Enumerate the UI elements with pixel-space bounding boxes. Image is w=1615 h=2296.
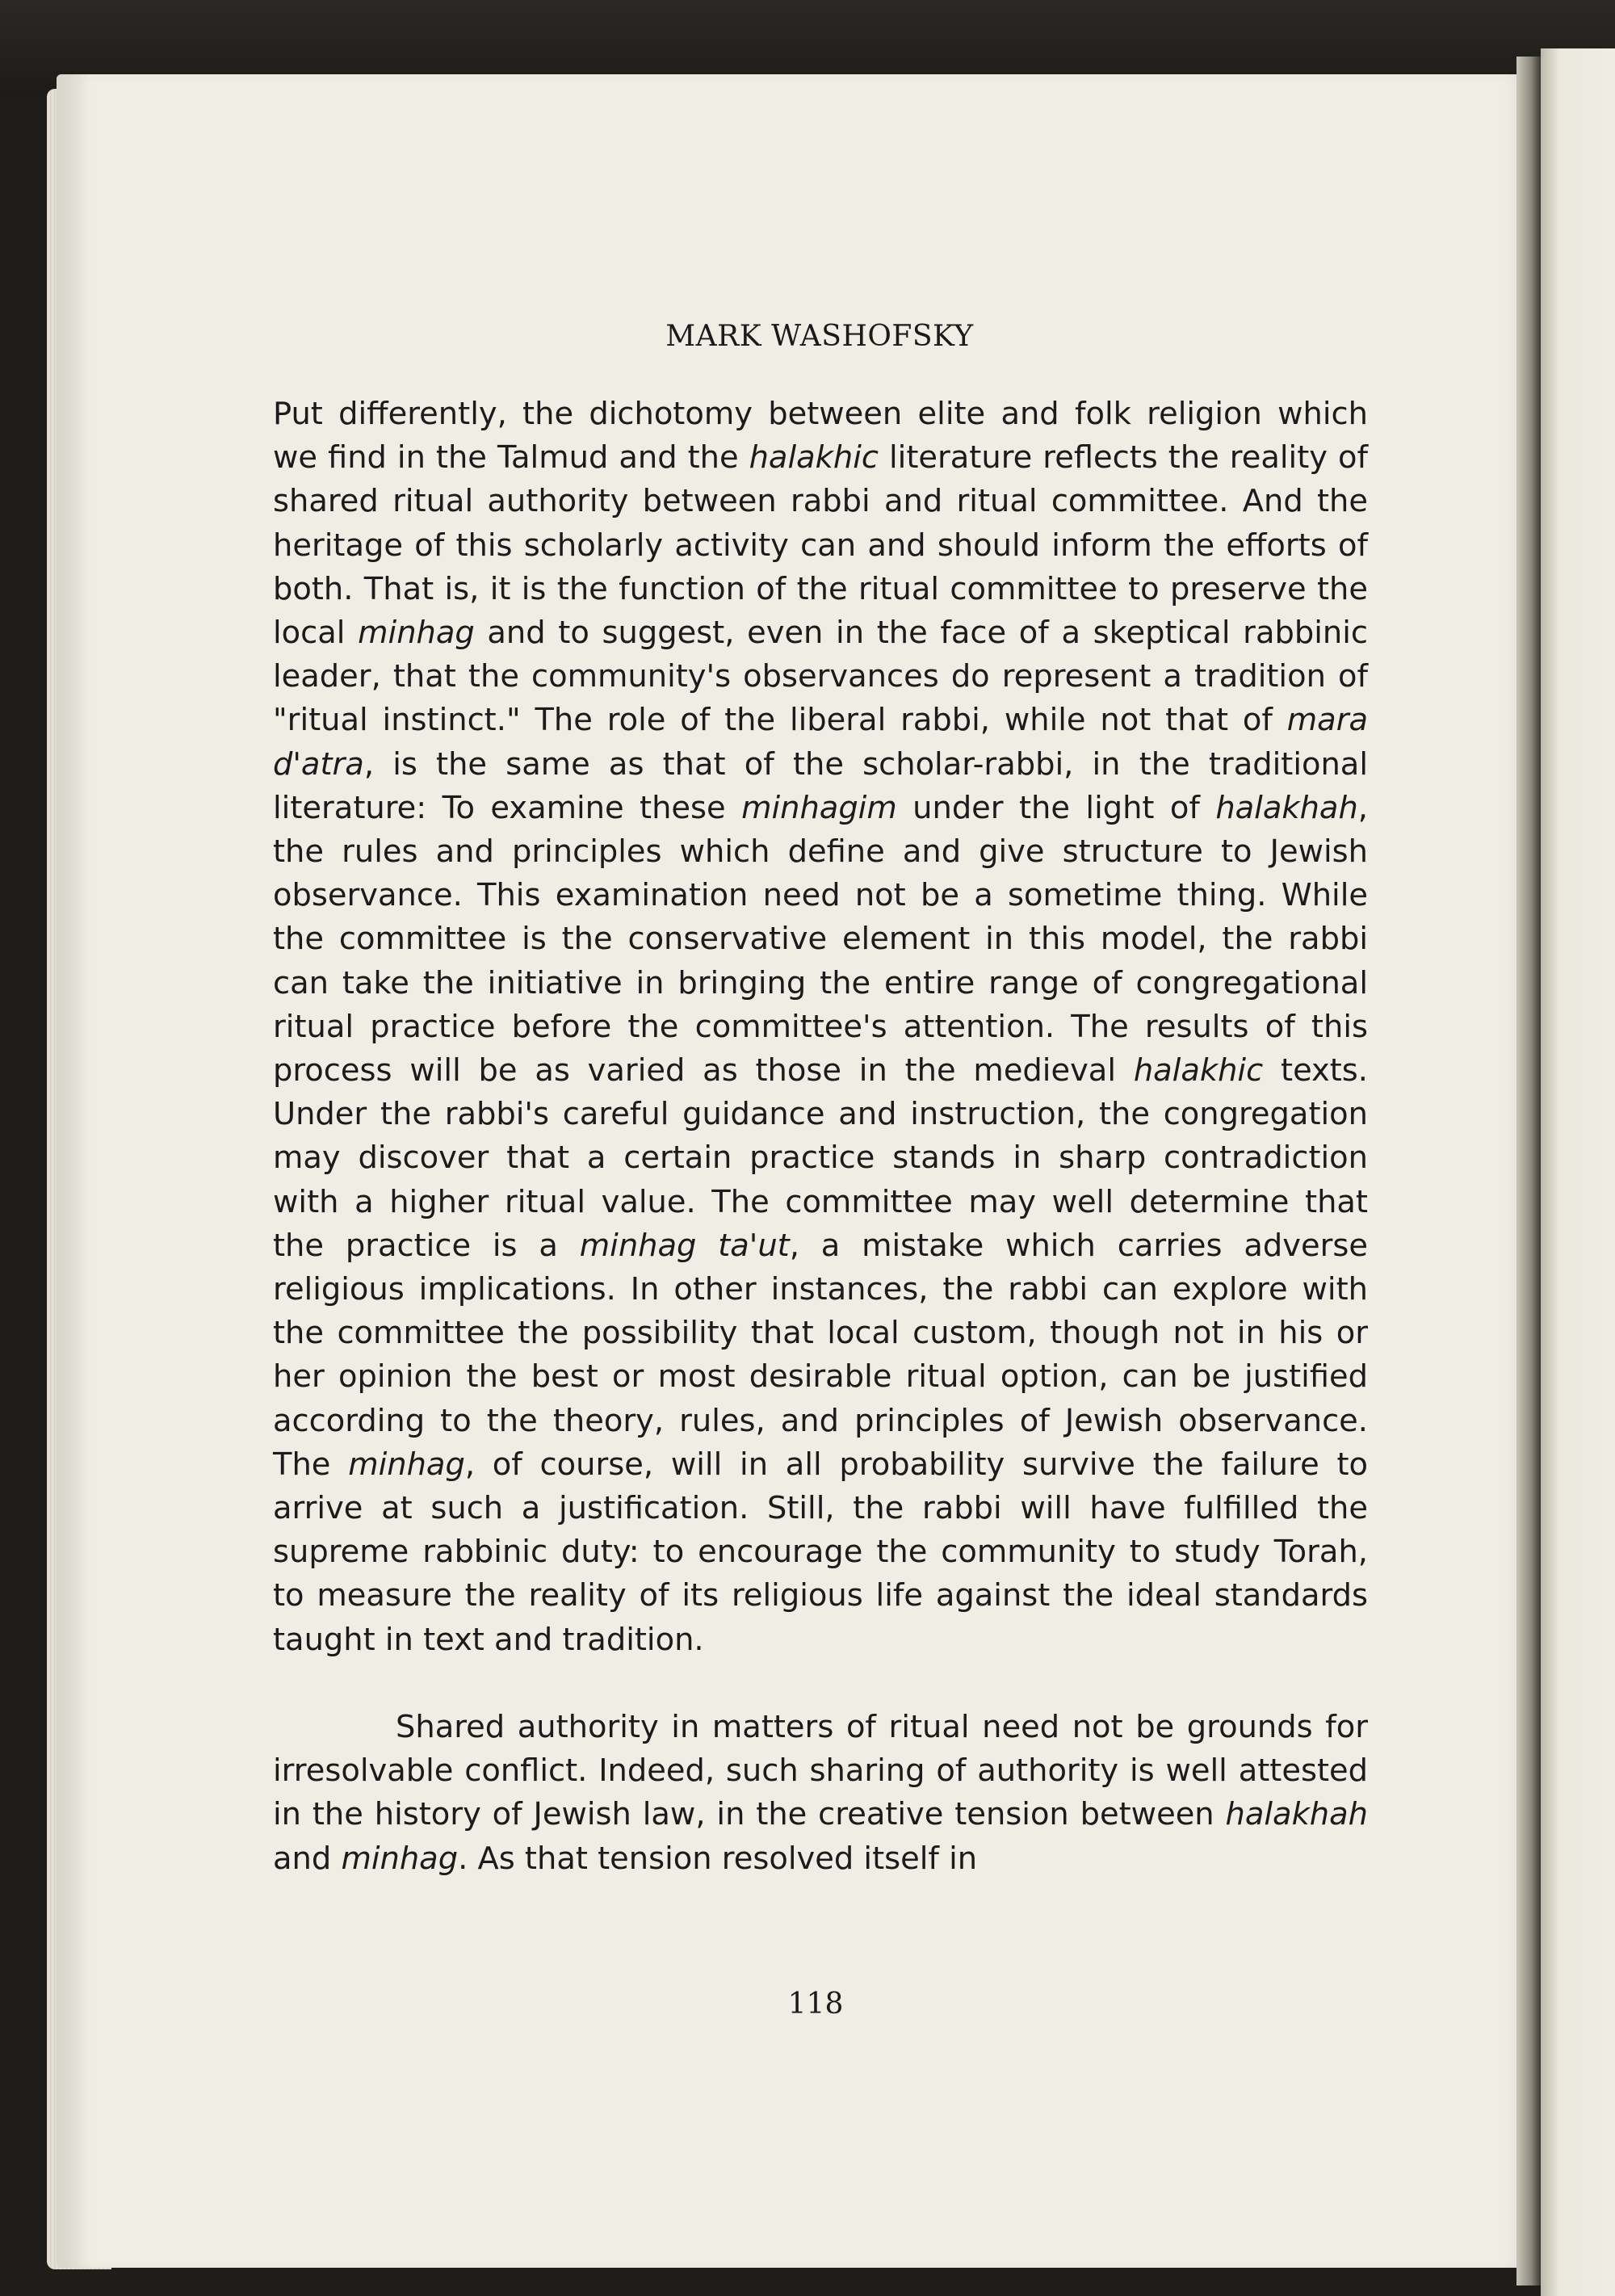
running-head: MARK WASHOFSKY	[665, 320, 974, 353]
italic-term: halakhah	[1225, 1796, 1368, 1833]
italic-term: halakhah	[1215, 789, 1358, 826]
text-run: , the rules and principles which define and give structure to Jewish observance. This examination need not be a sometime thing. While the committee is the conservative element in this model, the rabbi can take the initiative in bringing the entire range of congregational ritual practice before the committee's attention. The results of this process will be as varied as those in the medieval	[273, 789, 1369, 1089]
text-run: , of course, will in all probability survive the failure to arrive at such a justification. Still, the rabbi will have fulfilled the supreme rabbinic duty: to encourage the community to study Torah, to measure the reality of its religious life against the ideal standards taught in text and tradition.	[273, 1446, 1369, 1658]
text-run: Shared authority in matters of ritual need not be grounds for irresolvable conflict. Indeed, such sharing of authority is well attested in the history of Jewish law, in the creative tension between	[273, 1708, 1368, 1833]
page-number: 118	[787, 1987, 844, 2021]
italic-term: minhag ta'ut	[579, 1227, 790, 1264]
paragraph	[273, 392, 1368, 1662]
text-run: . As that tension resolved itself in	[458, 1840, 978, 1877]
text-run: under the light of	[896, 789, 1216, 826]
text-run: literature reflects the reality of shared ritual authority between rabbi and ritual committee. And the heritage of this scholarly activity can and should inform the efforts of both. That is, it is the function of the ritual committee to preserve the local	[273, 439, 1369, 652]
paragraph	[273, 1706, 1368, 1881]
body-text	[273, 392, 1368, 1881]
italic-term: mara d'atra	[273, 702, 1368, 783]
text-run: texts. Under the rabbi's careful guidance and instruction, the congregation may discover that a certain practice stands in sharp contradiction with a higher ritual value. The committee may well determine that the practice is a	[273, 1052, 1368, 1264]
italic-term: minhag	[341, 1840, 459, 1877]
text-run: , is the same as that of the scholar-rabbi, in the traditional literature: To examine these	[273, 745, 1368, 826]
facing-page-edge	[1541, 48, 1615, 2296]
text-run: and	[273, 1840, 342, 1877]
italic-term: halakhic	[1133, 1052, 1264, 1089]
text-run: Put differently, the dichotomy between elite and folk religion which we find in the Talmud and the	[273, 396, 1368, 476]
book-gutter	[1516, 57, 1541, 2286]
italic-term: halakhic	[749, 439, 879, 476]
text-run: and to suggest, even in the face of a skeptical rabbinic leader, that the community's observances do represent a tradition of "ritual instinct." The role of the liberal rabbi, while not that of	[273, 615, 1368, 739]
italic-term: minhag	[348, 1446, 465, 1483]
text-run: , a mistake which carries adverse religious implications. In other instances, the rabbi can explore with the committee the possibility that local custom, though not in his or her opinion the best or most desirable ritual option, can be justified according to the theory, rules, and principles of Jewish observance. The	[273, 1227, 1368, 1483]
italic-term: minhag	[358, 615, 475, 652]
page-shadow	[57, 74, 89, 2268]
italic-term: minhagim	[741, 789, 897, 826]
